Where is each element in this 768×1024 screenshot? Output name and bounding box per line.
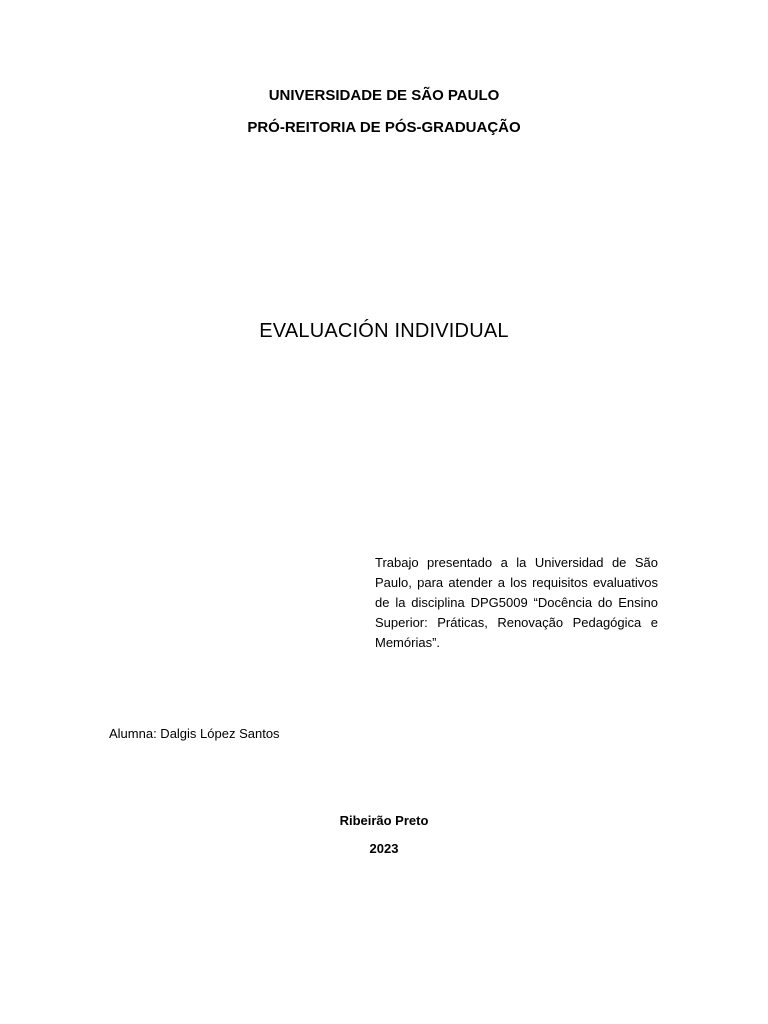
institution-name: UNIVERSIDADE DE SÃO PAULO bbox=[268, 87, 500, 104]
work-description: Trabajo presentado a la Universidad de São Paulo, para atender a los requisitos evaluativos de la disciplina DPG5009 “Docência do Ensino Superior: Práticas, Renovação Pedagógica e Memórias”. bbox=[375, 555, 658, 650]
year: 2023 bbox=[369, 841, 399, 856]
document-title: EVALUACIÓN INDIVIDUAL bbox=[259, 320, 509, 342]
city-name: Ribeirão Preto bbox=[339, 813, 429, 828]
department-name: PRÓ-REITORIA DE PÓS-GRADUAÇÃO bbox=[247, 119, 521, 136]
student-name: Alumna: Dalgis López Santos bbox=[109, 726, 280, 741]
